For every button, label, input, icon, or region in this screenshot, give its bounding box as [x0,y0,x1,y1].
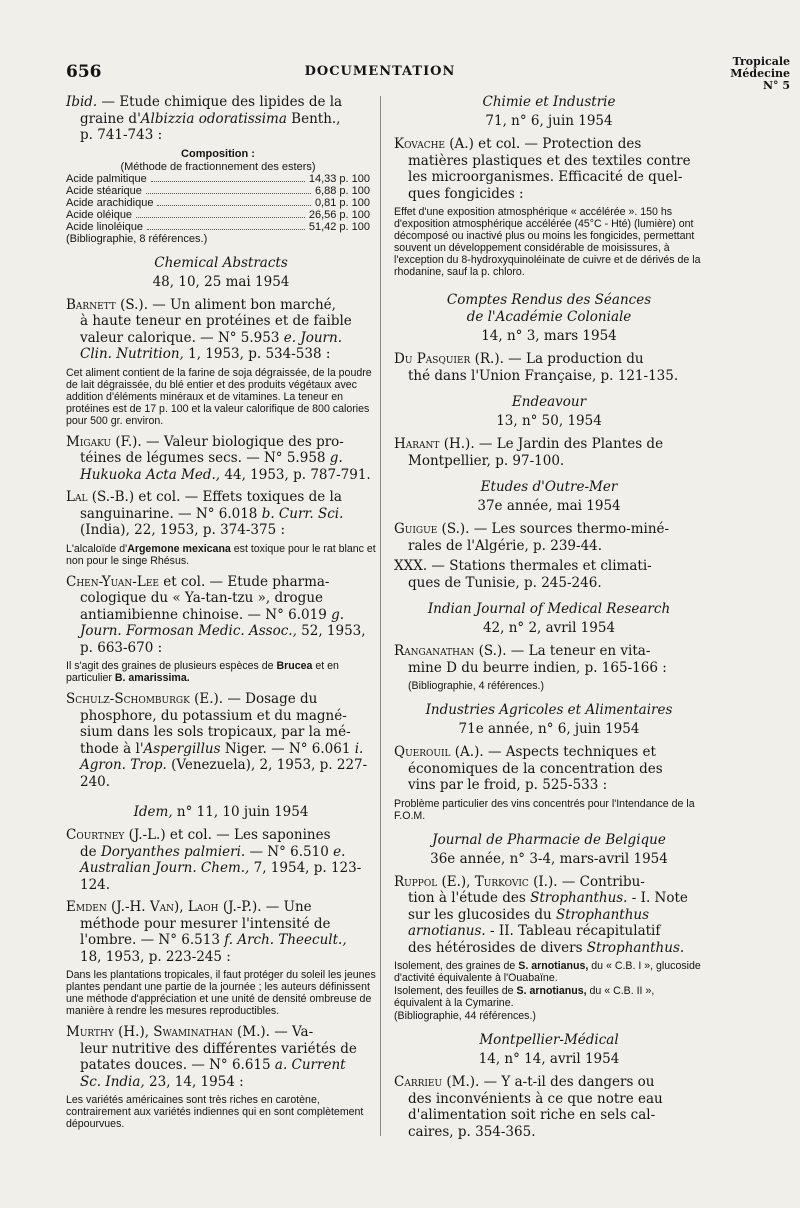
journal-title: Chemical Abstracts [154,254,288,271]
journal-ref: b. Curr. Sci. [261,505,344,522]
journal-issue: 42, n° 2, avril 1954 [482,620,616,636]
journal-issue: 14, n° 3, mars 1954 [481,328,617,344]
running-title: DOCUMENTATION [304,64,456,79]
entry-lal [66,489,376,539]
entry-text: et col. — Effets toxiques de la [134,489,342,505]
entry-text: — Le Jardin des Plantes de [474,436,664,452]
acid-name: Acide palmitique [66,172,147,185]
abstract: (Bibliographie, 44 références.) [394,1010,536,1022]
entry-text: — La teneur en vita- [506,643,651,659]
entry-text: rales de l'Algérie, p. 239-44. [408,537,603,554]
entry-text: ques de Tunisie, p. 245-246. [408,574,602,591]
page-number: 656 [66,62,102,82]
journal-title: Journal de Pharmacie de Belgique [432,831,666,848]
entry-text: graine d' [80,110,141,127]
entry-text: caires, p. 354-365. [408,1123,536,1140]
entry-text: 44, 1953, p. 787-791. [220,466,371,483]
acid-value: 0,81 p. 100 [314,196,370,209]
entry-text: sium dans les sols tropicaux, par la mé- [80,724,351,740]
composition-row [66,209,370,221]
composition-row [66,197,370,209]
author: Carrieu (M.). [394,1074,480,1090]
corner-line-2: Médecine [730,67,790,80]
journal-issue: 13, n° 50, 1954 [496,413,602,429]
entry-text: p. 663-670 : [80,639,163,656]
entry-text: matières plastiques et des textiles contre [408,152,691,169]
entry-text: et col. — Protection des [473,136,642,152]
journal-ref: e. Journ. [283,329,342,346]
composition-row [66,185,370,197]
right-column [394,94,704,1144]
acid-name: Acide oléique [66,208,133,221]
author: Ruppol (E.), Turkovic (I.). [394,873,558,890]
acid-value: 6,88 p. 100 [314,184,370,197]
journal-title: Industries Agricoles et Alimentaires [425,702,673,718]
author: Lal (S.-B.) [66,489,135,505]
species-name: Albizzia odoratissima [140,110,287,127]
acid-value: 51,42 p. 100 [308,220,370,233]
author: Chen-Yuan-Lee [66,573,159,590]
abstract: Problème particulier des vins concentrés pour l'Intendance de la F.O.M. [394,797,695,822]
author: Emden (J.-H. Van), Laoh (J.-P.). [66,899,262,915]
journal-title: Etudes d'Outre-Mer [480,479,618,495]
entry-murthy: Murthy (H.), Swaminathan (M.). — Va- leur nutritive des différentes variétés de patates douces. — N° 6.615 a. Current Sc. India, 23, 14, 1954 : [66,1024,376,1090]
entry-text: les microorganismes. Efficacité de quel- [408,169,683,185]
entry-text: et col. — Les saponines [165,827,331,843]
entry-harant [394,436,704,469]
author: Guigue (S.). [394,521,470,537]
journal-ref: Clin. Nutrition, [80,346,184,362]
entry-ibid [66,94,376,144]
author: Ranganathan (S.). [394,643,507,659]
journal-issue: 71, n° 6, juin 1954 [485,113,613,129]
corner-line-1: Tropicale [732,55,790,68]
entry-text: — Stations thermales et climati- [427,558,652,574]
journal-ref: Journ. Formosan Medic. Assoc., [80,623,297,639]
journal-title: Chimie et Industrie [482,94,616,110]
corner-line-3: N° 5 [762,79,790,92]
journal-issue: 71e année, n° 6, juin 1954 [458,721,640,737]
composition-method: (Méthode de fractionnement des esters) [120,160,316,173]
abstract: Isolement, des feuilles de S. arnotianus, du « C.B. II », équivalent à la Cymarine. [394,985,655,1009]
entry-text: vins par le froid, p. 525-533 : [408,777,608,793]
entry-text: — Y a-t-il des dangers ou [479,1074,655,1090]
author: Barnett (S.). [66,296,148,313]
entry-migaku [66,434,376,484]
entry-text: — Une [261,899,312,915]
composition-bibliography: (Bibliographie, 8 références.) [66,232,208,245]
author: Querouil (A.). [394,744,484,760]
entry-text: valeur calorique. — N° 5.953 [80,329,284,346]
journal-title: Montpellier-Médical [479,1032,619,1048]
author: Migaku (F.). [66,433,142,450]
abstract: L'alcaloïde d'Argemone mexicana est toxique pour le rat blanc et non pour le singe Rhésus. [66,542,376,567]
author: Kovache (A.) [394,136,474,152]
entry-text: — Les sources thermo-miné- [469,521,670,537]
author: Harant (H.). [394,436,475,452]
journal-title: Endeavour [511,394,587,410]
entry-text: — Dosage du [223,691,318,707]
entry-text: d'alimentation soit riche en sels cal- [408,1107,656,1123]
column-divider [380,96,381,1136]
entry-text: — Un aliment bon marché, [148,296,336,313]
entry-text: p. 741-743 : [80,127,163,143]
entry-text: sanguinarine. — N° 6.018 [80,505,262,522]
abstract: Isolement, des graines de S. arnotianus, du « C.B. I », glucoside d'activité équivalente à l'Ouabaïne. [394,960,701,984]
entry-schulz: Schulz-Schomburgk (E.). — Dosage du phosphore, du potassium et du magné- sium dans les sols tropicaux, par la mé- thode à l'Aspergillus Niger. — N° 6.061 i. Agron. Trop. (Venezuela), 2, 1953, p. 227- 240. [66,691,376,790]
journal-issue: 14, n° 14, avril 1954 [478,1051,620,1067]
entry-text: 240. [80,773,111,790]
abstract: Cet aliment contient de la farine de soja dégraissée, de la poudre de lait dégraissée, du blé entier et des produits végétaux avec addition d'éléments minéraux et de vitamines. La teneur en protéines est de 17 p. 100 et la valeur calorifique de 800 calories pour 500 gr. environ. [66,366,372,427]
journal-title: Comptes Rendus des Séances de l'Académie Coloniale [446,292,652,325]
entry-text: — Etude chimique des lipides de la [97,94,343,110]
journal-issue: 36e année, n° 3-4, mars-avril 1954 [430,850,668,867]
entry-text: téines de légumes secs. — N° 5.958 [80,450,330,466]
entry-querouil [394,744,704,794]
journal-ref: g. [331,606,345,623]
entry-dupasquier [394,351,704,384]
entry-barnett [66,297,376,363]
abstract: Il s'agit des graines de plusieurs espèces de Brucea et en particulier B. amarissima. [66,660,339,684]
abstract: (Bibliographie, 4 références.) [408,680,545,692]
acid-value: 26,56 p. 100 [308,208,370,221]
journal-title: Idem, n° 11, 10 juin 1954 [133,804,309,820]
entry-text: ques fongicides : [408,185,524,202]
entry-text: leur nutritive des différentes variétés de [80,1040,357,1057]
entry-xxx [394,558,704,591]
entry-text: — Va- [269,1024,314,1040]
entry-carrieu [394,1074,704,1140]
entry-text: — Valeur biologique des pro- [141,433,344,450]
entry-emden: Emden (J.-H. Van), Laoh (J.-P.). — Une méthode pour mesurer l'intensité de l'ombre. — N° 6.513 f. Arch. Theecult., 18, 1953, p. 223-245 : [66,899,376,965]
entry-text: cologique du « Ya-tan-tzu », drogue [80,590,324,606]
entry-text: mine D du beurre indien, p. 165-166 : [408,659,667,676]
entry-guigue [394,521,704,554]
author: Du Pasquier (R.). [394,351,504,367]
entry-text: — Contribu- [557,873,645,890]
acid-name: Acide linoléique [66,220,144,233]
entry-text: 1, 1953, p. 534-538 : [183,346,331,362]
composition-row [66,221,370,233]
entry-text: 124. [80,876,111,893]
composition-table [66,148,370,245]
entry-text: 52, 1953, [296,623,366,639]
acid-value: 14,33 p. 100 [308,172,370,185]
author: XXX. [394,558,428,574]
entry-text: (India), 22, 1953, p. 374-375 : [80,522,286,538]
entry-text: méthode pour mesurer l'intensité de [80,915,331,932]
journal-ref: g. [329,450,343,466]
abstract: Dans les plantations tropicales, il faut protéger du soleil les jeunes plantes pendant une partie de la journée ; les auteurs définissent une méthode d'appréciation et une unité de densité ombreuse de manière à rendre les mesures reproductibles. [66,969,376,1017]
entry-text: et col. — Etude pharma- [158,573,330,590]
entry-ranganathan [394,643,704,676]
entry-text: des inconvénients à ce que notre eau [408,1090,663,1107]
acid-name: Acide arachidique [66,196,154,209]
entry-courtney: Courtney (J.-L.) et col. — Les saponines de Doryanthes palmieri. — N° 6.510 e. Australian Journ. Chem., 7, 1954, p. 123- 124. [66,827,376,893]
entry-chen [66,574,376,657]
acid-name: Acide stéarique [66,184,142,197]
entry-text: — La production du [503,351,644,367]
abstract: Effet d'une exposition atmosphérique « accélérée ». 150 hs d'exposition atmosphérique accélérée (45°C - Hté) (lumière) ont décomposé ou inactivé plus ou moins les fongicides, permettant souvent un développement considérable de moisissures, à l'exception du 8-hydroxyquinoléinate de cuivre et de dérivés de la rhodanine, sauf la p. chloro. [394,206,701,278]
journal-ref: Hukuoka Acta Med., [80,466,221,483]
entry-text: thé dans l'Union Française, p. 121-135. [408,367,679,384]
entry-kovache [394,136,704,202]
journal-corner-mark [730,56,790,92]
composition-row [66,173,370,185]
entry-text: 18, 1953, p. 223-245 : [80,948,231,965]
author: Murthy (H.), Swaminathan (M.). [66,1024,270,1040]
composition-title: Composition : [181,147,255,160]
entry-text: antiamibienne chinoise. — N° 6.019 [80,606,332,623]
author: Courtney (J.-L.) [66,827,166,843]
abstract: Les variétés américaines sont très riches en carotène, contrairement aux variétés indiennes qui en sont complètement dépourvues. [66,1094,364,1130]
journal-title: Indian Journal of Medical Research [427,601,671,617]
journal-issue: 37e année, mai 1954 [477,498,621,514]
entry-text: phosphore, du potassium et du magné- [80,707,347,724]
entry-text: à haute teneur en protéines et de faible [80,313,352,329]
entry-text: — Aspects techniques et [483,744,656,760]
entry-ruppol: Ruppol (E.), Turkovic (I.). — Contribu- tion à l'étude des Strophanthus. - I. Note sur les glucosides du Strophanthus arnotianus. - II. Tableau récapitulatif des hétérosides de divers Strophanthus. [394,873,688,956]
author: Schulz-Schomburgk (E.). [66,691,224,707]
left-column [66,94,376,1137]
journal-issue: 48, 10, 25 mai 1954 [152,273,290,290]
entry-text: Benth., [286,110,341,127]
entry-text: économiques de la concentration des [408,760,663,777]
entry-text: Montpellier, p. 97-100. [408,452,565,469]
entry-lead: Ibid. [66,94,98,110]
